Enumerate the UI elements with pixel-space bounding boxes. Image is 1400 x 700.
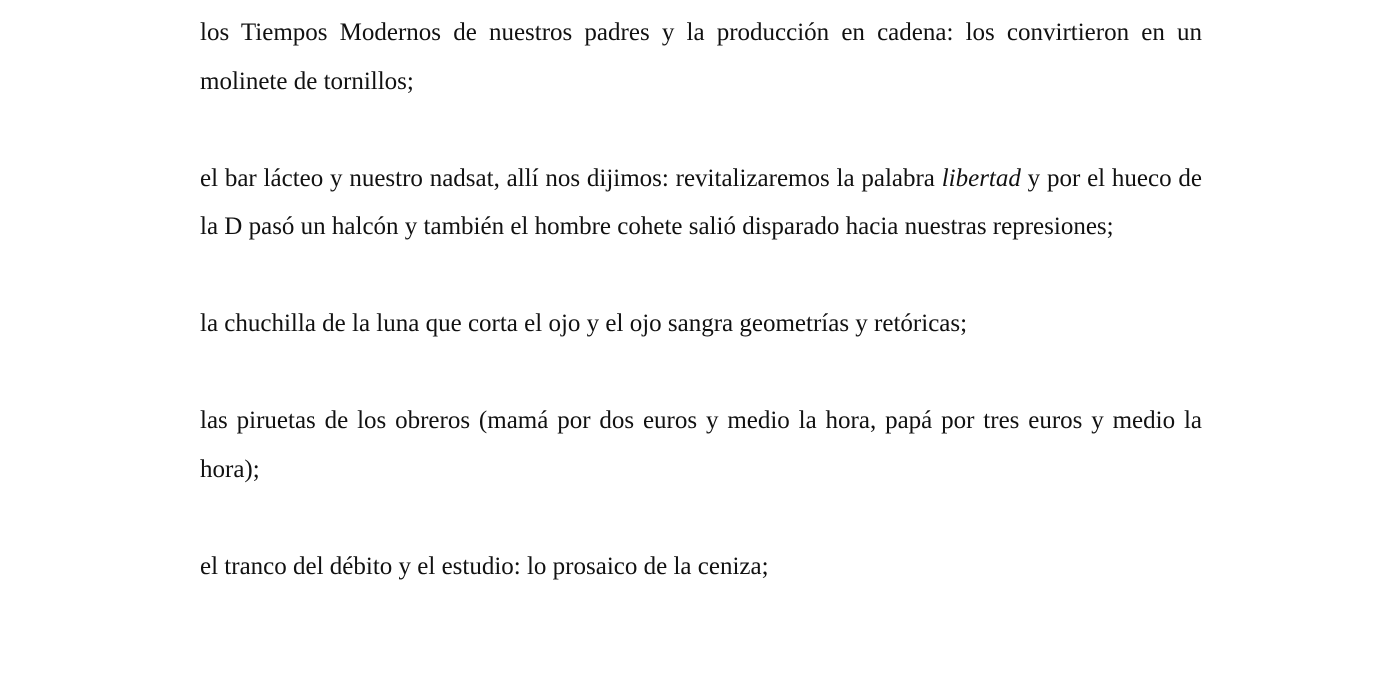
paragraph-4	[200, 397, 1202, 494]
paragraph-2	[200, 155, 1202, 252]
paragraph-text: el tranco del débito y el estudio: lo prosaico de la ceniza;	[200, 552, 769, 580]
paragraph-text: el bar lácteo y nuestro nadsat, allí nos dijimos: revitalizaremos la palabra	[200, 164, 942, 192]
paragraph-5	[200, 543, 1202, 592]
paragraph-text: la chuchilla de la luna que corta el ojo y el ojo sangra geometrías y retóricas;	[200, 310, 968, 337]
document-body	[200, 9, 1202, 591]
paragraph-text: y por el hueco de la D pasó un halcón y también el hombre cohete salió disparado hacia nuestras represiones;	[200, 164, 1203, 240]
paragraph-text: los Tiempos Modernos de nuestros padres y la producción en cadena: los convirtieron en un molinete de tornillos;	[200, 19, 1202, 95]
italic-word: libertad	[941, 164, 1021, 192]
paragraph-1	[200, 9, 1202, 106]
paragraph-3	[200, 300, 1202, 349]
paragraph-text: las piruetas de los obreros (mamá por dos euros y medio la hora, papá por tres euros y medio la hora);	[200, 407, 1202, 483]
